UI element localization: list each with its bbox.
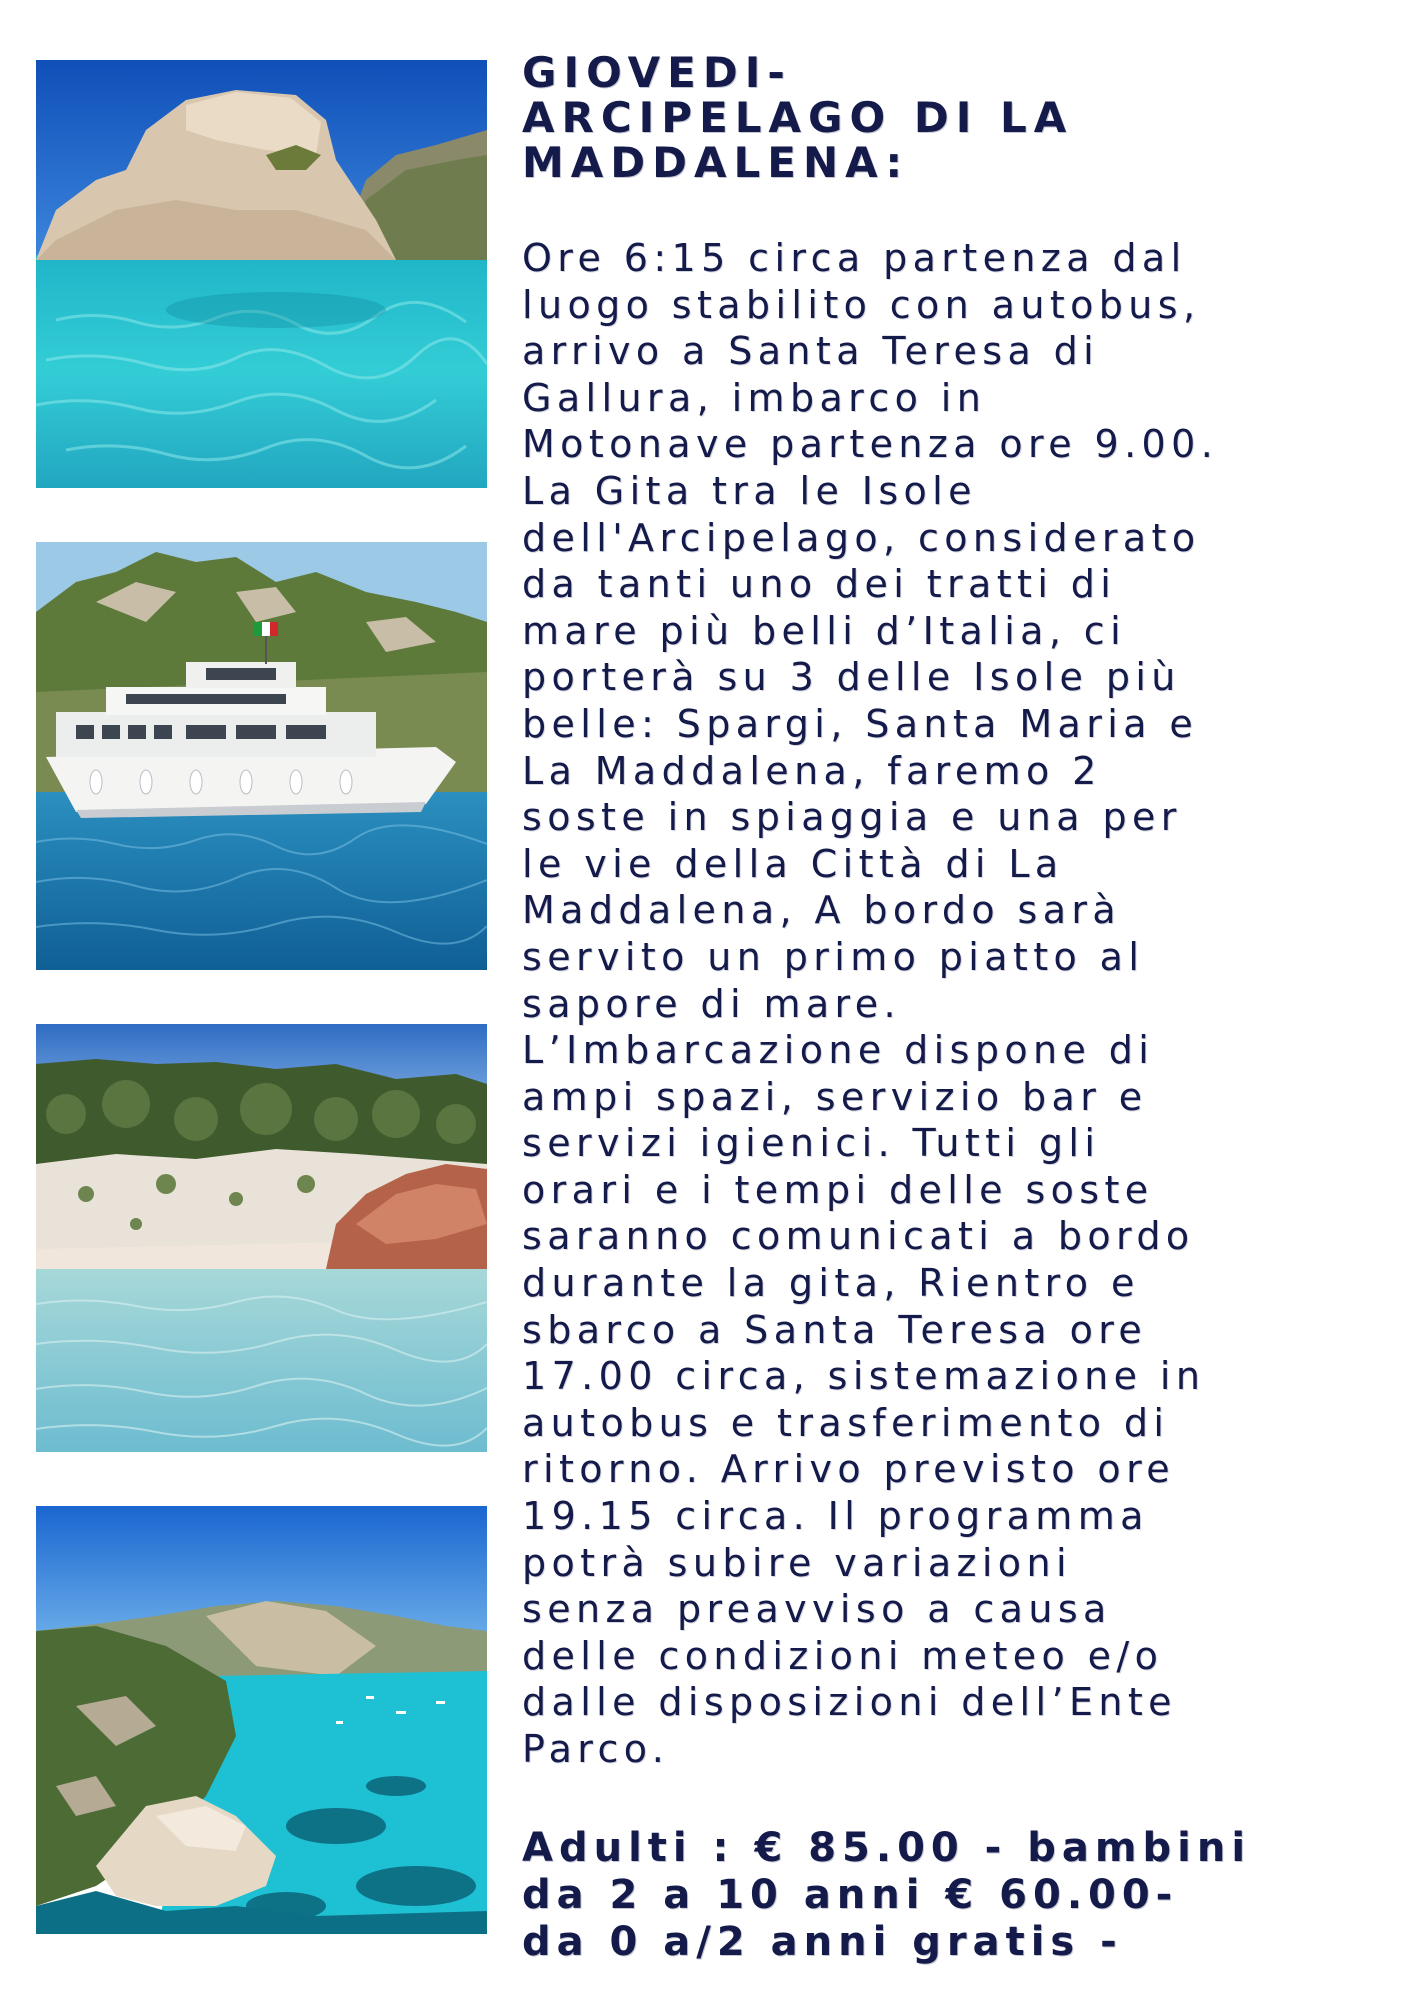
- body-line: La Maddalena, faremo 2: [522, 748, 1102, 793]
- body-line: durante la gita, Rientro e: [522, 1261, 1140, 1306]
- itinerary-text-column: [522, 50, 1392, 1966]
- body-line: Parco.: [522, 1727, 670, 1771]
- body-line: Ore 6:15 circa partenza dal: [522, 236, 1187, 280]
- body-line: mare più belli d’Italia, ci: [522, 608, 1127, 653]
- body-line: dalle disposizioni dell’Ente: [522, 1680, 1177, 1725]
- body-line: sapore di mare.: [522, 981, 902, 1026]
- body-line: L’Imbarcazione dispone di: [522, 1028, 1155, 1073]
- body-line: servizi igienici. Tutti gli: [522, 1121, 1101, 1166]
- body-line: 19.15 circa. Il programma: [522, 1494, 1149, 1539]
- body-line: dell'Arcipelago, considerato: [522, 515, 1201, 560]
- body-line: orari e i tempi delle soste: [522, 1167, 1154, 1212]
- photo-motor-boat: [36, 542, 487, 970]
- title-line: MADDALENA:: [522, 138, 910, 187]
- price-line: da 0 a/2 anni gratis -: [522, 1918, 1123, 1965]
- body-line: autobus e trasferimento di: [522, 1400, 1170, 1445]
- body-line: delle condizioni meteo e/o: [522, 1633, 1164, 1678]
- body-line: ritorno. Arrivo previsto ore: [522, 1447, 1176, 1492]
- body-line: soste in spiaggia e una per: [522, 795, 1182, 840]
- body-line: La Gita tra le Isole: [522, 468, 977, 513]
- body-line: servito un primo piatto al: [522, 934, 1145, 979]
- body-line: da tanti uno dei tratti di: [522, 562, 1117, 607]
- body-line: Motonave partenza ore 9.00.: [522, 422, 1219, 467]
- itinerary-description: [522, 235, 1392, 1773]
- body-line: senza preavviso a causa: [522, 1587, 1112, 1632]
- body-line: Gallura, imbarco in: [522, 375, 987, 420]
- price-info: [522, 1825, 1392, 1966]
- body-line: Maddalena, A bordo sarà: [522, 888, 1122, 933]
- body-line: ampi spazi, servizio bar e: [522, 1074, 1148, 1119]
- body-line: saranno comunicati a bordo: [522, 1214, 1195, 1259]
- title-line: GIOVEDI-: [522, 48, 792, 97]
- body-line: arrivo a Santa Teresa di: [522, 329, 1100, 374]
- body-line: le vie della Città di La: [522, 841, 1064, 886]
- photo-sand-beach: [36, 1024, 487, 1452]
- price-line: da 2 a 10 anni € 60.00-: [522, 1871, 1179, 1918]
- body-line: belle: Spargi, Santa Maria e: [522, 701, 1199, 746]
- body-line: luogo stabilito con autobus,: [522, 282, 1201, 327]
- body-line: porterà su 3 delle Isole più: [522, 655, 1181, 700]
- body-line: sbarco a Santa Teresa ore: [522, 1307, 1148, 1352]
- title-line: ARCIPELAGO DI LA: [522, 93, 1074, 142]
- body-line: 17.00 circa, sistemazione in: [522, 1354, 1206, 1399]
- photo-aerial-island-bay: [36, 1506, 487, 1934]
- price-line: Adulti : € 85.00 - bambini: [522, 1824, 1252, 1871]
- itinerary-title: [522, 50, 1392, 185]
- photo-granite-rock-sea: [36, 60, 487, 488]
- body-line: potrà subire variazioni: [522, 1540, 1072, 1585]
